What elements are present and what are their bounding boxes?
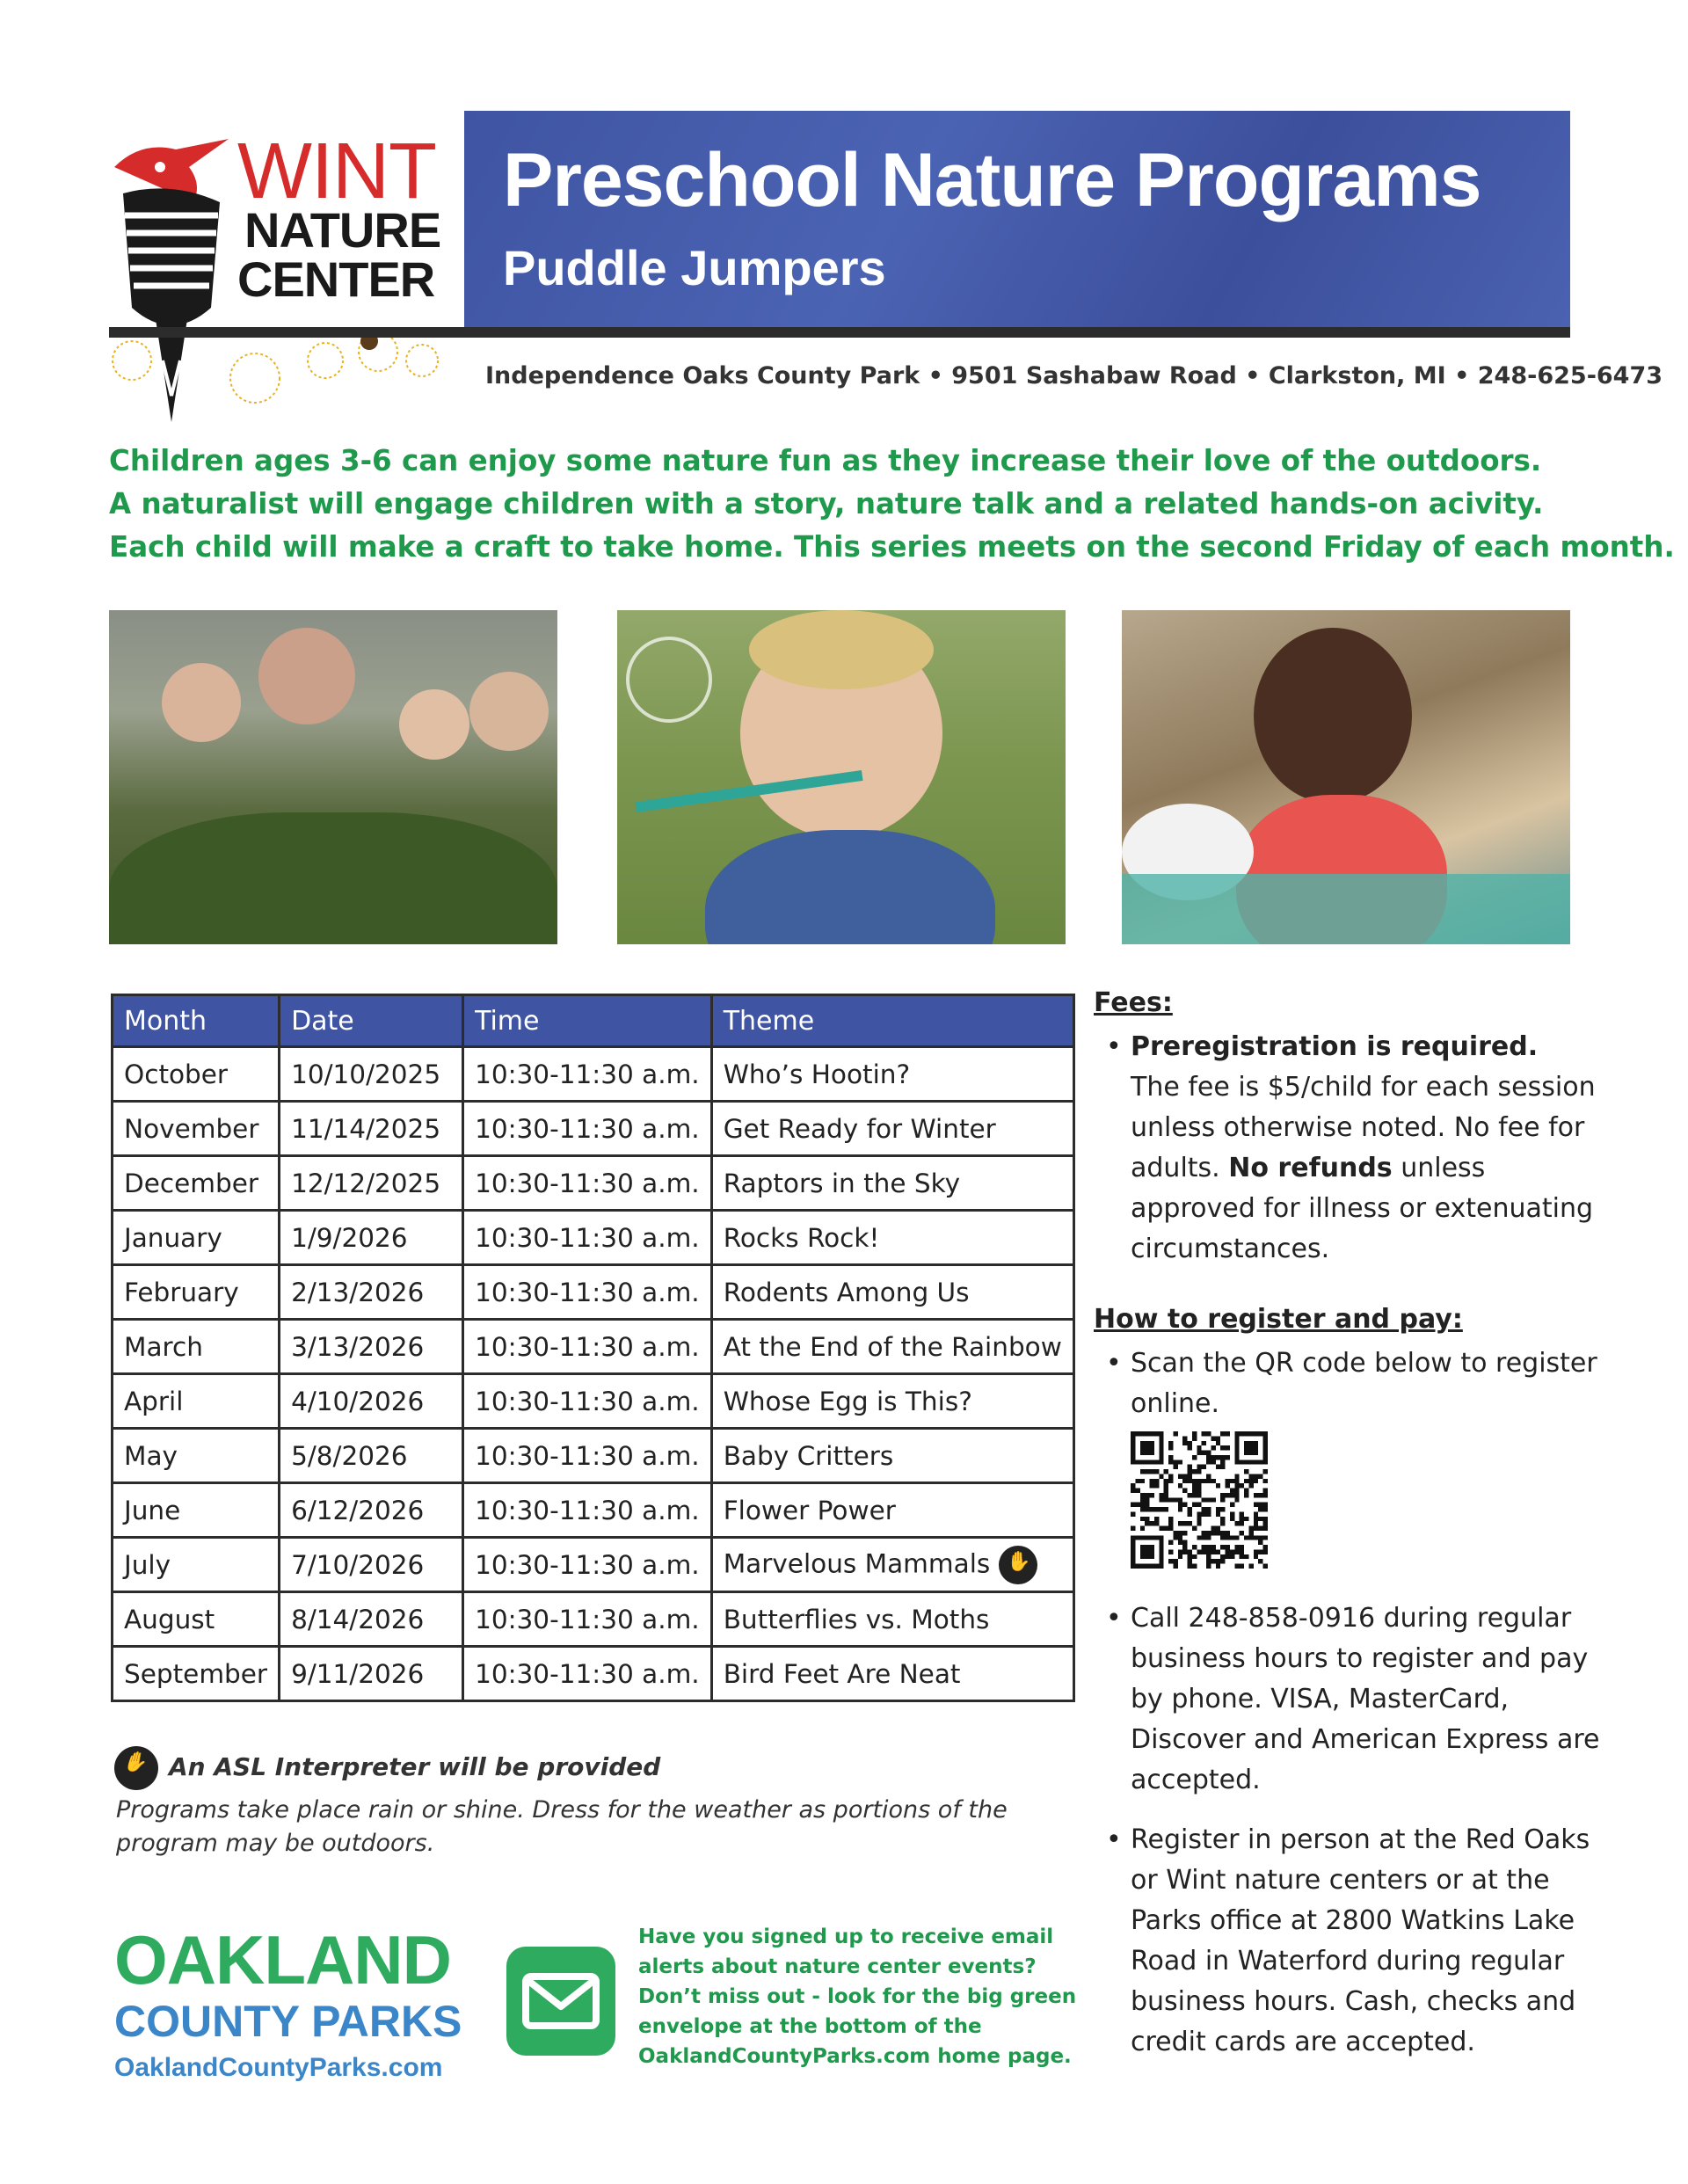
table-row xyxy=(113,1429,1074,1483)
column-header-time: Time xyxy=(463,995,712,1047)
register-in-person-text: Register in person at the Red Oaks or Wint nature centers or at the Parks office at 2800 Watkins Lake Road in Waterford during regular business hours. Cash, checks and credit cards are accepted. xyxy=(1131,1824,1590,2057)
theme-cell-text: Rocks Rock! xyxy=(723,1222,880,1253)
asl-note xyxy=(114,1746,660,1790)
asl-hands-icon xyxy=(114,1746,158,1790)
table-row xyxy=(113,1483,1074,1538)
time-cell-text: 10:30-11:30 a.m. xyxy=(475,1277,700,1307)
table-row xyxy=(113,1374,1074,1429)
time-cell xyxy=(463,1265,712,1320)
month-cell xyxy=(113,1320,280,1374)
time-cell xyxy=(463,1211,712,1265)
date-cell xyxy=(280,1102,463,1156)
date-cell xyxy=(280,1374,463,1429)
month-cell-text: June xyxy=(124,1495,181,1525)
date-cell-text: 11/14/2025 xyxy=(291,1113,441,1144)
theme-cell xyxy=(711,1156,1073,1211)
month-cell xyxy=(113,1265,280,1320)
theme-cell xyxy=(711,1647,1073,1701)
time-cell-text: 10:30-11:30 a.m. xyxy=(475,1331,700,1362)
month-cell-text: September xyxy=(124,1658,268,1689)
refund-details: unless approved for illness or extenuating circumstances. xyxy=(1131,1153,1594,1264)
month-cell-text: February xyxy=(124,1277,239,1307)
month-cell-text: November xyxy=(124,1113,259,1144)
theme-cell-text: Raptors in the Sky xyxy=(723,1168,961,1198)
register-heading: How to register and pay: xyxy=(1094,1304,1463,1335)
logo-center-text: CENTER xyxy=(237,251,435,307)
theme-cell-text: Rodents Among Us xyxy=(723,1277,970,1307)
table-row xyxy=(113,1047,1074,1102)
theme-cell-text: At the End of the Rainbow xyxy=(723,1331,1062,1362)
time-cell xyxy=(463,1429,712,1483)
fees-list xyxy=(1094,1027,1604,1270)
date-cell-text: 4/10/2026 xyxy=(291,1386,425,1416)
intro-line: Each child will make a craft to take home. This series meets on the second Friday of each month. xyxy=(109,530,1675,564)
theme-cell xyxy=(711,1429,1073,1483)
theme-cell-text: Butterflies vs. Moths xyxy=(723,1604,990,1634)
theme-cell-text: Baby Critters xyxy=(723,1440,894,1471)
intro-paragraph xyxy=(109,440,1675,569)
month-cell-text: March xyxy=(124,1331,203,1362)
photo-child-making-craft xyxy=(1122,610,1570,944)
time-cell xyxy=(463,1374,712,1429)
month-cell xyxy=(113,1429,280,1483)
theme-cell xyxy=(711,1265,1073,1320)
weather-note: Programs take place rain or shine. Dress for the weather as portions of the program may be outdoors. xyxy=(116,1796,1008,1857)
time-cell xyxy=(463,1647,712,1701)
intro-line: Children ages 3-6 can enjoy some nature fun as they increase their love of the outdoors. xyxy=(109,444,1542,477)
time-cell-text: 10:30-11:30 a.m. xyxy=(475,1604,700,1634)
time-cell xyxy=(463,1156,712,1211)
date-cell-text: 3/13/2026 xyxy=(291,1331,425,1362)
intro-line: A naturalist will engage children with a story, nature talk and a related hands-on acivity. xyxy=(109,487,1544,521)
month-cell xyxy=(113,1047,280,1102)
theme-cell-text: Bird Feet Are Neat xyxy=(723,1658,961,1689)
table-row xyxy=(113,1592,1074,1647)
fees-heading: Fees: xyxy=(1094,987,1173,1018)
sunburst-decoration-icon xyxy=(106,325,448,422)
date-cell-text: 2/13/2026 xyxy=(291,1277,425,1307)
time-cell-text: 10:30-11:30 a.m. xyxy=(475,1222,700,1253)
program-schedule-table xyxy=(111,994,1075,1702)
month-cell xyxy=(113,1156,280,1211)
date-cell xyxy=(280,1320,463,1374)
list-item xyxy=(1094,1598,1604,1801)
asl-hands-icon xyxy=(999,1546,1037,1584)
date-cell xyxy=(280,1647,463,1701)
table-row xyxy=(113,1538,1074,1592)
date-cell xyxy=(280,1156,463,1211)
theme-cell xyxy=(711,1592,1073,1647)
photo-children-at-pond xyxy=(109,610,557,944)
time-cell-text: 10:30-11:30 a.m. xyxy=(475,1059,700,1089)
date-cell-text: 10/10/2025 xyxy=(291,1059,441,1089)
month-cell-text: April xyxy=(124,1386,184,1416)
register-online-text: Scan the QR code below to register online. xyxy=(1131,1348,1597,1419)
table-row xyxy=(113,1211,1074,1265)
date-cell xyxy=(280,1592,463,1647)
theme-cell xyxy=(711,1047,1073,1102)
logo-wint-text: WINT xyxy=(237,127,436,215)
envelope-icon xyxy=(506,1947,615,2056)
date-cell xyxy=(280,1265,463,1320)
time-cell xyxy=(463,1538,712,1592)
time-cell xyxy=(463,1102,712,1156)
column-header-month: Month xyxy=(113,995,280,1047)
date-cell xyxy=(280,1211,463,1265)
date-cell-text: 1/9/2026 xyxy=(291,1222,408,1253)
table-row xyxy=(113,1265,1074,1320)
asl-note-text: An ASL Interpreter will be provided xyxy=(169,1752,661,1781)
email-alerts-note: Have you signed up to receive email alerts about nature center events? Don’t miss out - look for the big green envelope at the bottom of the OaklandCountyParks.com home page. xyxy=(638,1926,1077,2068)
oakland-county-parks-logo[interactable] xyxy=(114,1921,475,2083)
month-cell xyxy=(113,1647,280,1701)
page-subtitle: Puddle Jumpers xyxy=(503,240,886,295)
photo-toddler-blowing-bubbles xyxy=(617,610,1066,944)
time-cell-text: 10:30-11:30 a.m. xyxy=(475,1386,700,1416)
ocp-logo-oakland: OAKLAND xyxy=(114,1921,451,1998)
time-cell xyxy=(463,1592,712,1647)
time-cell-text: 10:30-11:30 a.m. xyxy=(475,1495,700,1525)
month-cell-text: August xyxy=(124,1604,215,1634)
theme-cell-text: Flower Power xyxy=(723,1495,896,1525)
date-cell-text: 6/12/2026 xyxy=(291,1495,425,1525)
list-item xyxy=(1094,1027,1604,1270)
theme-cell xyxy=(711,1483,1073,1538)
table-row xyxy=(113,1102,1074,1156)
month-cell xyxy=(113,1538,280,1592)
theme-cell-text: Whose Egg is This? xyxy=(723,1386,972,1416)
table-row xyxy=(113,1320,1074,1374)
theme-cell-text: Get Ready for Winter xyxy=(723,1113,996,1144)
month-cell-text: December xyxy=(124,1168,258,1198)
preregistration-required: Preregistration is required. xyxy=(1131,1031,1539,1062)
table-row xyxy=(113,1647,1074,1701)
column-header-theme: Theme xyxy=(711,995,1073,1047)
date-cell xyxy=(280,1538,463,1592)
qr-code-icon xyxy=(1131,1431,1268,1569)
date-cell-text: 5/8/2026 xyxy=(291,1440,408,1471)
fees-and-registration xyxy=(1094,983,1604,2063)
title-banner xyxy=(464,111,1570,327)
month-cell-text: January xyxy=(124,1222,222,1253)
list-item xyxy=(1094,1820,1604,2063)
month-cell-text: May xyxy=(124,1440,178,1471)
page-title: Preschool Nature Programs xyxy=(503,138,1481,222)
register-phone-text: Call 248-858-0916 during regular business hours to register and pay by phone. VISA, MasterCard, Discover and American Express are accepted. xyxy=(1131,1603,1600,1795)
theme-cell xyxy=(711,1320,1073,1374)
column-header-date: Date xyxy=(280,995,463,1047)
date-cell xyxy=(280,1483,463,1538)
time-cell xyxy=(463,1047,712,1102)
ocp-logo-county-parks: COUNTY PARKS xyxy=(114,1997,462,2046)
theme-cell xyxy=(711,1374,1073,1429)
month-cell-text: October xyxy=(124,1059,229,1089)
date-cell-text: 7/10/2026 xyxy=(291,1549,425,1580)
wint-nature-center-logo xyxy=(106,127,448,422)
theme-cell-text: Marvelous Mammals xyxy=(723,1548,991,1578)
table-body xyxy=(113,1047,1074,1701)
theme-cell-text: Who’s Hootin? xyxy=(723,1059,911,1089)
date-cell-text: 12/12/2025 xyxy=(291,1168,441,1198)
theme-cell xyxy=(711,1211,1073,1265)
date-cell xyxy=(280,1429,463,1483)
logo-nature-text: NATURE xyxy=(244,202,441,258)
time-cell-text: 10:30-11:30 a.m. xyxy=(475,1168,700,1198)
registration-qr-code[interactable] xyxy=(1131,1431,1268,1569)
date-cell-text: 9/11/2026 xyxy=(291,1658,425,1689)
park-address: Independence Oaks County Park • 9501 Sashabaw Road • Clarkston, MI • 248-625-6473 xyxy=(485,362,1663,389)
time-cell-text: 10:30-11:30 a.m. xyxy=(475,1549,700,1580)
date-cell-text: 8/14/2026 xyxy=(291,1604,425,1634)
month-cell-text: July xyxy=(124,1549,171,1580)
list-item xyxy=(1094,1343,1604,1424)
table-row xyxy=(113,1156,1074,1211)
time-cell xyxy=(463,1320,712,1374)
ocp-website-link[interactable]: OaklandCountyParks.com xyxy=(114,2053,443,2082)
time-cell xyxy=(463,1483,712,1538)
month-cell xyxy=(113,1592,280,1647)
theme-cell xyxy=(711,1538,1073,1592)
header-divider xyxy=(109,327,1570,338)
fee-details: The fee is $5/child for each session unless otherwise noted. No fee for adults. xyxy=(1131,1072,1596,1183)
time-cell-text: 10:30-11:30 a.m. xyxy=(475,1658,700,1689)
register-list xyxy=(1094,1343,1604,1424)
month-cell xyxy=(113,1374,280,1429)
date-cell xyxy=(280,1047,463,1102)
register-list-continued xyxy=(1094,1598,1604,2063)
month-cell xyxy=(113,1102,280,1156)
time-cell-text: 10:30-11:30 a.m. xyxy=(475,1440,700,1471)
time-cell-text: 10:30-11:30 a.m. xyxy=(475,1113,700,1144)
theme-cell xyxy=(711,1102,1073,1156)
month-cell xyxy=(113,1483,280,1538)
table-header-row xyxy=(113,995,1074,1047)
no-refunds-label: No refunds xyxy=(1228,1153,1393,1183)
month-cell xyxy=(113,1211,280,1265)
